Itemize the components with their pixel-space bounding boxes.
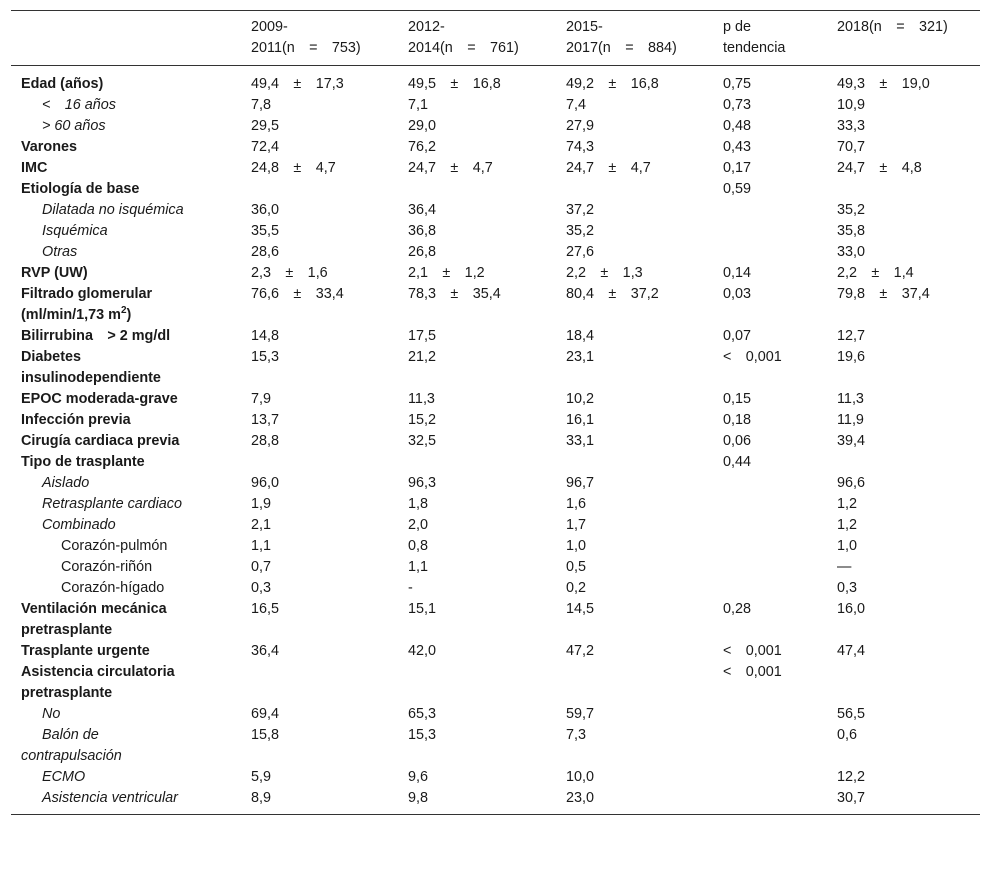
table-cell: 35,5: [251, 223, 280, 239]
table-cell: [713, 788, 827, 815]
row-label: [11, 410, 241, 431]
table-cell: 79,8 ± 37,4: [837, 286, 930, 302]
row-label: [11, 599, 241, 641]
table-cell: 0,43: [723, 139, 752, 155]
table-cell: 0,07: [723, 328, 752, 344]
row-label: [11, 452, 241, 473]
data-table: [11, 10, 980, 815]
table-row: [11, 242, 980, 263]
table-cell: 15,1: [408, 601, 437, 617]
table-cell: 78,3 ± 35,4: [408, 286, 501, 302]
table-cell: 0,3: [837, 580, 858, 596]
table-cell: 76,6 ± 33,4: [251, 286, 344, 302]
table-cell: 76,2: [408, 139, 437, 155]
table-cell: 29,0: [408, 118, 437, 134]
table-row: [11, 263, 980, 284]
row-label: [11, 788, 241, 815]
row-label-text: ECMO: [42, 769, 86, 785]
table-row: [11, 662, 980, 704]
table-cell: 74,3: [566, 139, 595, 155]
table-row: [11, 221, 980, 242]
table-cell: [713, 221, 827, 242]
row-label-text: Corazón-hígado: [61, 580, 165, 596]
table-cell: 15,3: [251, 349, 280, 365]
row-label: [11, 515, 241, 536]
row-label-text: Dilatada no isquémica: [42, 202, 184, 218]
table-cell: 0,5: [566, 559, 587, 575]
row-label: [11, 326, 241, 347]
table-cell: 17,5: [408, 328, 437, 344]
table-cell: [556, 452, 713, 473]
table-cell: 10,0: [566, 769, 595, 785]
table-cell: 10,2: [566, 391, 595, 407]
table-cell: 1,1: [251, 538, 272, 554]
row-label-text: Varones: [21, 139, 77, 155]
table-cell: 0,59: [723, 181, 752, 197]
table-cell: 15,3: [408, 727, 437, 743]
table-cell: [398, 179, 556, 200]
row-label: [11, 137, 241, 158]
header-cell-2015-2017: 2015- 2017(n = 884): [566, 19, 677, 56]
table-cell: 96,7: [566, 475, 595, 491]
table-cell: 28,6: [251, 244, 280, 260]
table-cell: 0,28: [723, 601, 752, 617]
table-cell: [556, 662, 713, 704]
table-cell: [827, 179, 980, 200]
table-cell: [398, 662, 556, 704]
table-row: [11, 389, 980, 410]
table-cell: [713, 536, 827, 557]
table-cell: 2,3 ± 1,6: [251, 265, 328, 281]
header-cell-label: [11, 11, 241, 66]
table-cell: 36,4: [251, 643, 280, 659]
table-row: [11, 494, 980, 515]
table-row: [11, 641, 980, 662]
table-cell: 12,7: [837, 328, 866, 344]
table-cell: 24,7 ± 4,7: [408, 160, 493, 176]
table-cell: 1,2: [837, 517, 858, 533]
table-cell: 42,0: [408, 643, 437, 659]
table-cell: 30,7: [837, 790, 866, 806]
table-cell: 49,4 ± 17,3: [251, 76, 344, 92]
row-label: [11, 767, 241, 788]
table-cell: 0,73: [723, 97, 752, 113]
table-cell: 33,0: [837, 244, 866, 260]
row-label-text: Corazón-riñón: [61, 559, 153, 575]
table-cell: —: [837, 559, 852, 575]
table-row: [11, 557, 980, 578]
table-cell: 35,2: [566, 223, 595, 239]
table-cell: 14,5: [566, 601, 595, 617]
table-cell: < 0,001: [723, 664, 782, 680]
table-cell: 49,3 ± 19,0: [837, 76, 930, 92]
row-label-text: RVP (UW): [21, 265, 88, 281]
table-cell: 35,2: [837, 202, 866, 218]
table-cell: 5,9: [251, 769, 272, 785]
table-cell: 24,7 ± 4,8: [837, 160, 922, 176]
table-cell: 0,17: [723, 160, 752, 176]
table-row: [11, 137, 980, 158]
table-cell: 56,5: [837, 706, 866, 722]
table-cell: [827, 452, 980, 473]
row-label: [11, 221, 241, 242]
table-cell: 12,2: [837, 769, 866, 785]
row-label-text: Combinado: [42, 517, 116, 533]
row-label-text: Edad (años): [21, 76, 104, 92]
table-cell: 19,6: [837, 349, 866, 365]
table-row: [11, 200, 980, 221]
table-cell: 33,1: [566, 433, 595, 449]
row-label-text: Cirugía cardiaca previa: [21, 433, 180, 449]
row-label: [11, 242, 241, 263]
row-label-tail: ): [126, 307, 132, 323]
table-cell: 13,7: [251, 412, 280, 428]
table-row: [11, 767, 980, 788]
row-label-text: IMC: [21, 160, 48, 176]
table-cell: < 0,001: [723, 643, 782, 659]
table-cell: 0,06: [723, 433, 752, 449]
table-cell: [713, 494, 827, 515]
table-row: [11, 116, 980, 137]
table-cell: [241, 179, 398, 200]
table-cell: 1,0: [837, 538, 858, 554]
row-label: [11, 431, 241, 452]
row-label: [11, 557, 241, 578]
table-row: [11, 347, 980, 389]
table-row: [11, 473, 980, 494]
table-row: [11, 95, 980, 116]
table-cell: 49,5 ± 16,8: [408, 76, 501, 92]
table-cell: 36,0: [251, 202, 280, 218]
row-label: [11, 263, 241, 284]
table-cell: 23,1: [566, 349, 595, 365]
row-label-text: Etiología de base: [21, 181, 140, 197]
table-row: [11, 536, 980, 557]
table-cell: [713, 200, 827, 221]
row-label-text: Filtrado glomerular (ml/min/1,73 m: [21, 286, 153, 323]
table-cell: 0,03: [723, 286, 752, 302]
row-label-text: Otras: [42, 244, 78, 260]
table-row: [11, 431, 980, 452]
table-cell: 1,1: [408, 559, 429, 575]
row-label: [11, 116, 241, 137]
row-label: [11, 347, 241, 389]
table-row: [11, 704, 980, 725]
header-cell-2009-2011: 2009- 2011(n = 753): [251, 19, 361, 56]
table-cell: 2,1 ± 1,2: [408, 265, 485, 281]
row-label-text: < 16 años: [42, 97, 117, 113]
header-cell-2012-2014: 2012- 2014(n = 761): [408, 19, 519, 56]
row-label: [11, 95, 241, 116]
table-cell: 0,44: [723, 454, 752, 470]
table-cell: 2,1: [251, 517, 272, 533]
table-cell: [713, 473, 827, 494]
header-cell-p-tendencia: p de tendencia: [723, 19, 786, 56]
table-cell: [713, 578, 827, 599]
table-cell: 72,4: [251, 139, 280, 155]
row-label: [11, 179, 241, 200]
table-cell: 29,5: [251, 118, 280, 134]
table-row: [11, 599, 980, 641]
table-cell: 69,4: [251, 706, 280, 722]
table-cell: 1,9: [251, 496, 272, 512]
table-cell: [556, 179, 713, 200]
table-cell: 11,9: [837, 412, 864, 428]
table-row: [11, 410, 980, 431]
row-label-text: Bilirrubina > 2 mg/dl: [21, 328, 171, 344]
table-cell: < 0,001: [723, 349, 782, 365]
table-cell: 80,4 ± 37,2: [566, 286, 659, 302]
table-cell: 0,14: [723, 265, 752, 281]
table-cell: 65,3: [408, 706, 437, 722]
row-label-text: Diabetes insulinodependiente: [21, 349, 161, 386]
table-cell: 16,1: [566, 412, 595, 428]
table-row: [11, 179, 980, 200]
row-label: [11, 494, 241, 515]
table-cell: 2,2 ± 1,4: [837, 265, 914, 281]
table-cell: 0,18: [723, 412, 752, 428]
table-cell: 11,3: [408, 391, 435, 407]
table-cell: 59,7: [566, 706, 595, 722]
table-cell: [713, 557, 827, 578]
row-label-text: Aislado: [42, 475, 90, 491]
table-cell: 0,6: [837, 727, 858, 743]
table-cell: 16,0: [837, 601, 866, 617]
table-cell: 1,0: [566, 538, 587, 554]
row-label: [11, 662, 241, 704]
row-label-text: Asistencia ventricular: [42, 790, 178, 806]
table-cell: 16,5: [251, 601, 280, 617]
table-cell: 27,6: [566, 244, 595, 260]
table-header: [11, 11, 980, 66]
table-cell: 32,5: [408, 433, 437, 449]
table-cell: [827, 662, 980, 704]
row-label-text: Ventilación mecánica pretrasplante: [21, 601, 167, 638]
table-cell: 15,2: [408, 412, 437, 428]
row-label-line1: Balón de: [42, 727, 99, 743]
row-label-text: Infección previa: [21, 412, 131, 428]
table-cell: 7,8: [251, 97, 272, 113]
table-cell: 1,7: [566, 517, 587, 533]
row-label-text: Asistencia circulatoria pretrasplante: [21, 664, 175, 701]
row-label: [11, 578, 241, 599]
table-row: [11, 578, 980, 599]
table-cell: [713, 767, 827, 788]
row-label: [11, 641, 241, 662]
table-cell: 7,1: [408, 97, 429, 113]
table-cell: 2,0: [408, 517, 429, 533]
table-cell: 35,8: [837, 223, 866, 239]
header-cell-2018: 2018(n = 321): [837, 19, 948, 35]
table-cell: [713, 515, 827, 536]
row-label: [11, 284, 241, 326]
row-label: [11, 389, 241, 410]
table-cell: 7,9: [251, 391, 272, 407]
table-row: [11, 158, 980, 179]
table-row: [11, 66, 980, 96]
table-cell: 27,9: [566, 118, 595, 134]
table-cell: 10,9: [837, 97, 866, 113]
row-label: [11, 66, 241, 96]
table-cell: [398, 452, 556, 473]
table-cell: 1,2: [837, 496, 858, 512]
row-label: [11, 536, 241, 557]
row-label-text: No: [42, 706, 61, 722]
row-label: [11, 704, 241, 725]
row-label-text: Trasplante urgente: [21, 643, 150, 659]
table-cell: 47,2: [566, 643, 595, 659]
header-row: [11, 11, 980, 66]
row-label: [11, 725, 241, 767]
table-cell: 0,2: [566, 580, 587, 596]
row-label-text: EPOC moderada-grave: [21, 391, 178, 407]
table-cell: 26,8: [408, 244, 437, 260]
table-cell: 14,8: [251, 328, 280, 344]
table-cell: 21,2: [408, 349, 437, 365]
table-body: [11, 66, 980, 815]
table-cell: 70,7: [837, 139, 866, 155]
table-row: [11, 326, 980, 347]
row-label: [11, 200, 241, 221]
table-row: [11, 515, 980, 536]
table-cell: [713, 725, 827, 767]
table-cell: -: [408, 580, 413, 596]
table-cell: [241, 662, 398, 704]
table-cell: 39,4: [837, 433, 866, 449]
table-cell: 24,8 ± 4,7: [251, 160, 336, 176]
table-cell: 7,4: [566, 97, 587, 113]
table-cell: 33,3: [837, 118, 866, 134]
table-cell: 37,2: [566, 202, 595, 218]
table-cell: 36,8: [408, 223, 437, 239]
table-cell: 28,8: [251, 433, 280, 449]
table-row: [11, 725, 980, 767]
table-cell: 0,15: [723, 391, 752, 407]
row-label-text: Corazón-pulmón: [61, 538, 168, 554]
table-cell: 0,7: [251, 559, 272, 575]
table-cell: 49,2 ± 16,8: [566, 76, 659, 92]
table-cell: 11,3: [837, 391, 864, 407]
table-row: [11, 452, 980, 473]
table-cell: 23,0: [566, 790, 595, 806]
row-label-line2: contrapulsación: [21, 748, 122, 764]
table-cell: 96,0: [251, 475, 280, 491]
row-label: [11, 158, 241, 179]
table-cell: 0,75: [723, 76, 752, 92]
table-cell: 2,2 ± 1,3: [566, 265, 643, 281]
table-cell: 0,3: [251, 580, 272, 596]
table-cell: [713, 242, 827, 263]
table-cell: 96,3: [408, 475, 437, 491]
table-cell: 1,6: [566, 496, 587, 512]
table-cell: 0,48: [723, 118, 752, 134]
table-row: [11, 284, 980, 326]
table-cell: 96,6: [837, 475, 866, 491]
table-cell: 9,8: [408, 790, 429, 806]
row-label-text: Tipo de trasplante: [21, 454, 145, 470]
table-cell: 8,9: [251, 790, 272, 806]
table-cell: 9,6: [408, 769, 429, 785]
table-cell: 15,8: [251, 727, 280, 743]
table-cell: 0,8: [408, 538, 429, 554]
table-cell: 24,7 ± 4,7: [566, 160, 651, 176]
data-table-container: [11, 10, 980, 815]
row-label-text: Retrasplante cardiaco: [42, 496, 182, 512]
table-cell: 47,4: [837, 643, 866, 659]
table-cell: 1,8: [408, 496, 429, 512]
table-row: [11, 788, 980, 815]
row-label-superscript: 2: [120, 305, 127, 317]
row-label: [11, 473, 241, 494]
table-cell: 18,4: [566, 328, 595, 344]
row-label-text: > 60 años: [42, 118, 106, 134]
table-cell: [713, 704, 827, 725]
table-cell: 36,4: [408, 202, 437, 218]
table-cell: 7,3: [566, 727, 587, 743]
row-label-text: Isquémica: [42, 223, 108, 239]
table-cell: [241, 452, 398, 473]
